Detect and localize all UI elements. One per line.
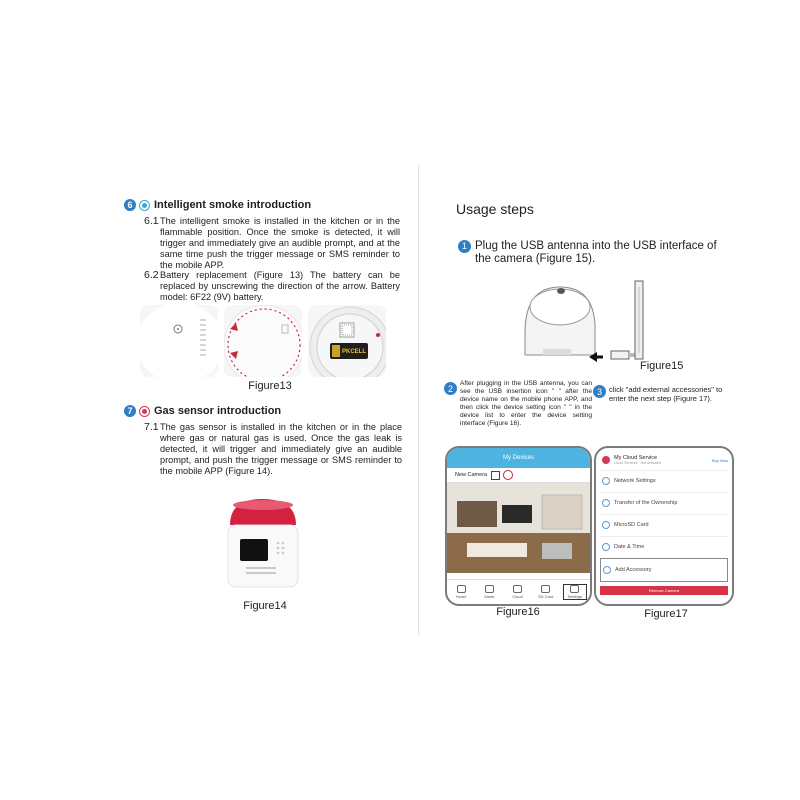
section-number-badge: 6 <box>124 199 136 211</box>
menu-date-time[interactable]: Date & Time <box>600 536 728 559</box>
page-fold <box>418 165 419 635</box>
section-6-title: Intelligent smoke introduction <box>154 199 312 211</box>
sd-card-icon <box>602 521 610 529</box>
section-7-title: Gas sensor introduction <box>154 405 282 417</box>
smoke-sensor-icon <box>139 200 150 211</box>
step-2-text: After plugging in the USB antenna, you can see the USB insertion icon " " after the device name on the mobile phone APP, and then click the device setting icon " " in the device list to enter the device setting interface (Figure 16). <box>460 380 592 427</box>
tab-bar <box>447 579 590 604</box>
device-name: New Camera <box>455 472 488 478</box>
menu-network-settings[interactable]: Network Settings <box>600 470 728 493</box>
step-1 <box>458 240 728 266</box>
step-number-badge: 1 <box>458 240 471 253</box>
cloud-service-title: My Cloud Service <box>614 455 658 461</box>
phone-figure-17 <box>594 446 734 606</box>
paragraph-6-2 <box>144 269 400 303</box>
network-icon <box>602 477 610 485</box>
transfer-icon <box>602 499 610 507</box>
cloud-icon <box>513 585 522 593</box>
clock-icon <box>602 543 610 551</box>
paragraph-number: 6.1 <box>144 215 159 227</box>
battery-brand-text: PKCELL <box>342 349 366 355</box>
paragraph-7-1 <box>144 421 402 477</box>
figure-15-caption: Figure15 <box>640 360 684 372</box>
plus-icon <box>603 566 611 574</box>
figure-13-caption: Figure13 <box>248 380 292 392</box>
menu-microsd-card[interactable]: MicroSD Card <box>600 514 728 537</box>
step-3-text: click "add external accessories" to enter the next step (Figure 17). <box>609 385 723 403</box>
bell-icon <box>485 585 494 593</box>
paragraph-number: 7.1 <box>144 421 159 433</box>
cloud-service-subtitle: Cloud Services · Not activated <box>614 461 662 465</box>
tab-cloud[interactable]: Cloud <box>506 585 528 599</box>
paragraph-number: 6.2 <box>144 269 159 281</box>
tab-sd-card[interactable]: SD Card <box>535 585 557 599</box>
gear-icon <box>570 585 579 593</box>
step-number-badge: 3 <box>593 385 606 398</box>
figure-16-caption: Figure16 <box>496 606 540 618</box>
smoke-detector-battery-image <box>308 305 386 377</box>
step-3 <box>593 385 741 403</box>
paragraph-6-1 <box>144 215 400 271</box>
phone-figure-16 <box>445 446 592 606</box>
app-title-bar: My Devices <box>447 448 590 468</box>
buy-now-link[interactable]: Buy Now <box>711 457 728 463</box>
section-6-heading <box>124 199 311 211</box>
device-setting-icon[interactable] <box>503 470 513 480</box>
step-1-text: Plug the USB antenna into the USB interface of the camera (Figure 15). <box>475 240 717 265</box>
menu-transfer-ownership[interactable]: Transfer of the Ownership <box>600 492 728 515</box>
figure-14-caption: Figure14 <box>243 600 287 612</box>
menu-add-accessory[interactable]: Add Accessory <box>600 558 728 582</box>
section-number-badge: 7 <box>124 405 136 417</box>
remove-camera-button[interactable]: Remove Camera <box>600 586 728 595</box>
usage-steps-heading: Usage steps <box>456 201 534 217</box>
home-icon <box>457 585 466 593</box>
camera-antenna-image <box>505 277 685 367</box>
device-row[interactable] <box>447 468 590 483</box>
tab-settings[interactable]: Settings <box>563 584 587 600</box>
step-2 <box>444 380 592 428</box>
step-number-badge: 2 <box>444 382 457 395</box>
gas-sensor-icon <box>139 406 150 417</box>
cloud-service-icon <box>602 456 610 464</box>
tab-home[interactable]: Home <box>450 585 472 599</box>
paragraph-text: Battery replacement (Figure 13) The battery can be replaced by unscrewing the direction of the arrow. Battery model: 6F22 (9V) battery. <box>160 270 400 302</box>
tab-alerts[interactable]: Alerts <box>478 585 500 599</box>
sd-card-icon <box>541 585 550 593</box>
figure-17-caption: Figure17 <box>644 608 688 620</box>
section-7-heading <box>124 405 281 417</box>
smoke-detector-front-image <box>140 305 218 377</box>
camera-preview-image <box>447 483 590 573</box>
gas-sensor-image <box>222 495 304 595</box>
paragraph-text: The gas sensor is installed in the kitchen or in the place where gas or natural gas is used. Once the gas leak is detected, it will trigger and immediately give an audible prompt, and push the trigger message or SMS reminder to the mobile APP (Figure 14). <box>160 422 402 476</box>
smoke-detector-rotate-image <box>224 305 302 377</box>
usb-insertion-icon <box>491 471 500 480</box>
paragraph-text: The intelligent smoke is installed in the kitchen or in the flammable position. Once the smoke is detected, it will trigger and immediately give an audible prompt, and at the same time push the trigger message or SMS reminder to the mobile APP. <box>160 216 400 270</box>
cloud-service-row[interactable] <box>600 450 728 471</box>
